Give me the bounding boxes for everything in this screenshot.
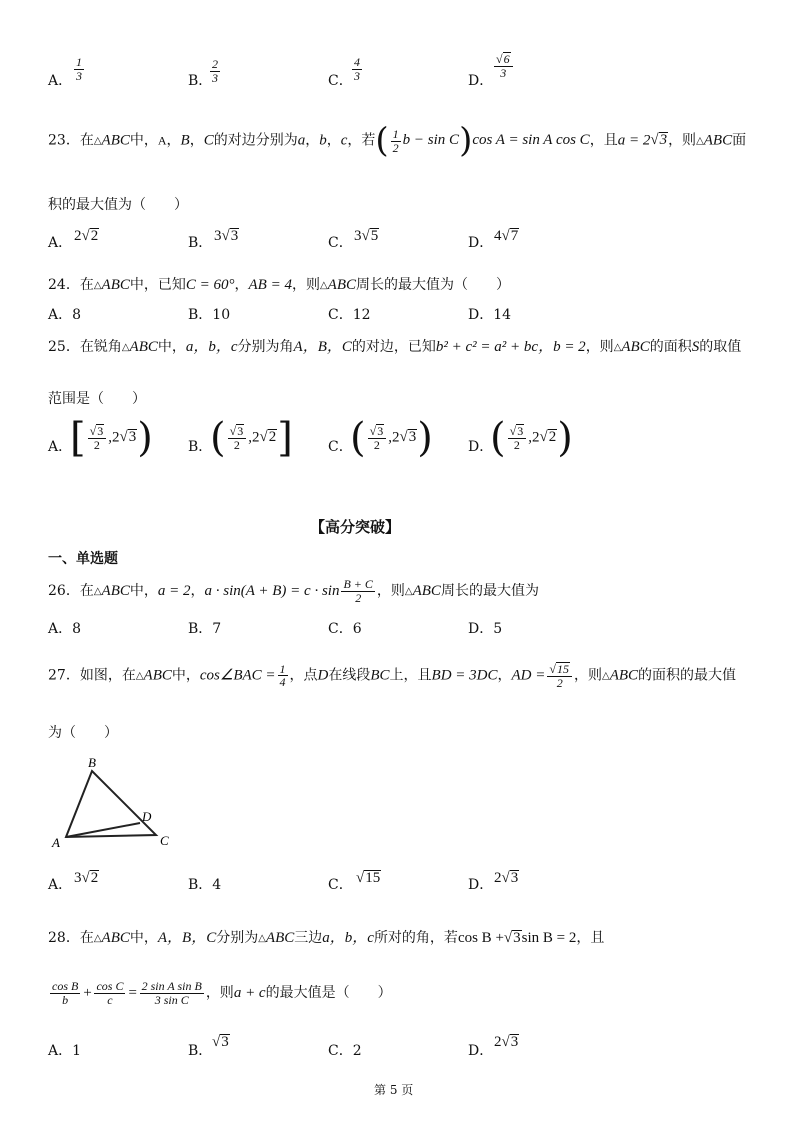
q27-triangle-figure bbox=[48, 755, 188, 855]
q28-condition: $\frac{\text{cos B}}{b}$ + $\frac{\text{cos C}}{c}$ = $\frac{\text{2 sin A sin B}}{\text{3 sin C}}$ ，则a + c的最大值是（ ） bbox=[52, 979, 392, 1007]
q26-stem: 26．在△ABC中，a = 2，a · sin(A + B) = c · sin $\frac{B + C}{2}$ ，则△ABC周长的最大值为 bbox=[48, 577, 539, 605]
q22-option-a: A． bbox=[48, 73, 73, 89]
q22-option-c-value: $\frac{4}{3}$ bbox=[354, 55, 360, 83]
q24-option-a: A．8 bbox=[48, 307, 82, 323]
q25-option-c: C． bbox=[328, 439, 353, 455]
q25-option-b: B． bbox=[188, 439, 213, 455]
q27-option-a-value: 3√2 bbox=[74, 870, 99, 886]
label-b: B bbox=[88, 755, 96, 770]
q23-option-b: B． bbox=[188, 235, 213, 251]
q26-option-d: D．5 bbox=[468, 621, 503, 637]
q25-option-a: A． bbox=[48, 439, 73, 455]
q25-option-c-value: ( $\frac{√3}{2}$ ,2√3) bbox=[350, 415, 433, 461]
q23-option-d-value: 4√7 bbox=[494, 228, 519, 244]
q24-option-b: B．10 bbox=[188, 307, 231, 323]
label-a: A bbox=[52, 835, 60, 850]
q28-option-d-value: 2√3 bbox=[494, 1034, 519, 1050]
q22-option-d: D． bbox=[468, 73, 494, 89]
q23-option-c-value: 3√5 bbox=[354, 228, 379, 244]
q27-option-a: A． bbox=[48, 877, 73, 893]
q23-option-d: D． bbox=[468, 235, 494, 251]
q25-option-a-value: [ $\frac{√3}{2}$ ,2√3) bbox=[70, 415, 153, 461]
q22-option-d-value: $\frac{√6}{3}$ bbox=[492, 52, 515, 79]
q27-option-c-value: √15 bbox=[356, 870, 381, 886]
q25-stem-line2: 范围是（ ） bbox=[48, 391, 146, 407]
q22-option-a-value: $\frac{1}{3}$ bbox=[76, 55, 82, 83]
q25-stem: 25．在锐角△ABC中，a，b，c分别为角A，B，C的对边，已知b² + c² = a² + bc，b = 2，则△ABC的面积S的取值 bbox=[48, 339, 742, 355]
q23-stem: 23．在△ABC中，A，B，C的对边分别为a，b，c，若( $\frac{1}{2}$ b − sin C)cos A = sin A cos C，且a = 2√3，则△ABC面 bbox=[48, 121, 747, 161]
q27-stem: 27．如图，在△ABC中，cos∠BAC = $\frac{1}{4}$ ，点D在线段BC上，且BD = 3DC，AD = $\frac{√15}{2}$ ，则△ABC的面积的最大值 bbox=[48, 661, 737, 690]
label-d: D bbox=[142, 809, 152, 824]
q23-option-b-value: 3√3 bbox=[214, 228, 239, 244]
label-c: C bbox=[160, 833, 169, 848]
q26-option-b: B．7 bbox=[188, 621, 222, 637]
q23-option-a-value: 2√2 bbox=[74, 228, 99, 244]
q25-option-b-value: ( $\frac{√3}{2}$ ,2√2] bbox=[210, 415, 293, 461]
q28-stem: 28．在△ABC中，A，B，C分别为△ABC三边a，b，c所对的角，若cos B +√3sin B = 2，且 bbox=[48, 930, 605, 946]
q23-option-a: A． bbox=[48, 235, 73, 251]
q26-option-a: A．8 bbox=[48, 621, 82, 637]
q28-option-b-value: √3 bbox=[212, 1034, 229, 1050]
q27-option-b: B．4 bbox=[188, 877, 222, 893]
q27-stem-line2: 为（ ） bbox=[48, 725, 118, 741]
q23-stem-line2: 积的最大值为（ ） bbox=[48, 197, 188, 213]
section-subtitle: 一、单选题 bbox=[48, 551, 118, 567]
q23-option-c: C． bbox=[328, 235, 353, 251]
q28-option-d: D． bbox=[468, 1043, 494, 1059]
page-number: 第 5 页 bbox=[374, 1083, 414, 1097]
q24-stem: 24．在△ABC中，已知C = 60°，AB = 4，则△ABC周长的最大值为（ ） bbox=[48, 277, 511, 293]
triangle-abc bbox=[66, 771, 156, 837]
q22-option-c: C． bbox=[328, 73, 353, 89]
q27-option-c: C． bbox=[328, 877, 353, 893]
q28-option-c: C．2 bbox=[328, 1043, 362, 1059]
q25-option-d-value: ( $\frac{√3}{2}$ ,2√2) bbox=[490, 415, 573, 461]
q27-option-d: D． bbox=[468, 877, 494, 893]
q27-option-d-value: 2√3 bbox=[494, 870, 519, 886]
q28-option-b: B． bbox=[188, 1043, 213, 1059]
q28-option-a: A．1 bbox=[48, 1043, 82, 1059]
q25-option-d: D． bbox=[468, 439, 494, 455]
q22-option-b: B． bbox=[188, 73, 213, 89]
q26-option-c: C．6 bbox=[328, 621, 362, 637]
q24-option-c: C．12 bbox=[328, 307, 371, 323]
section-title: 【高分突破】 bbox=[310, 518, 401, 536]
q22-option-b-value: $\frac{2}{3}$ bbox=[212, 57, 218, 85]
q24-option-d: D．14 bbox=[468, 307, 512, 323]
